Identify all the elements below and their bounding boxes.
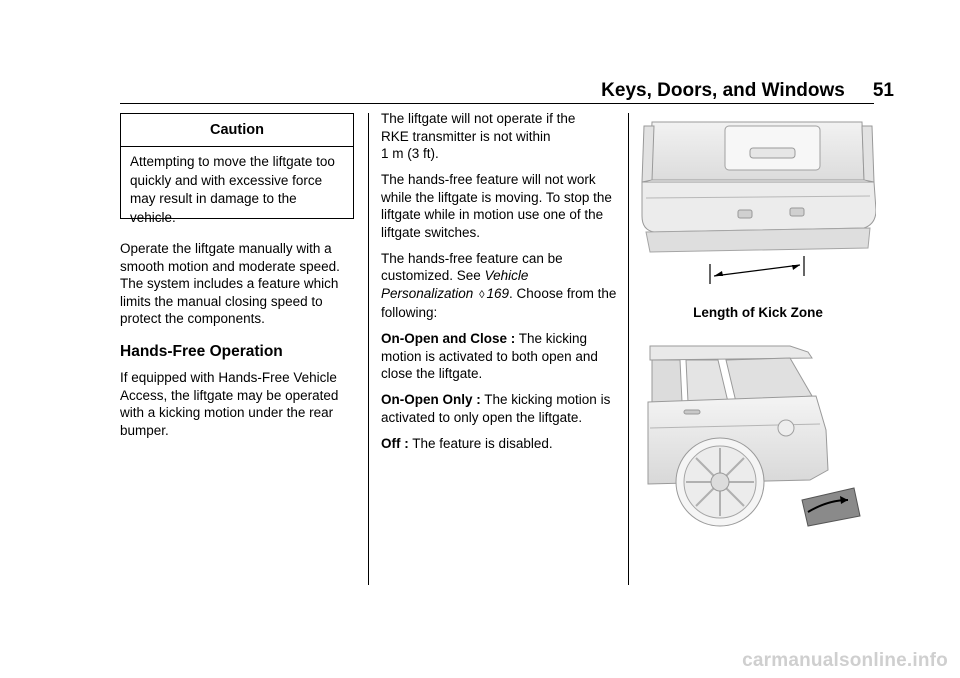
column-divider-2 <box>628 113 629 585</box>
page-header <box>601 80 894 102</box>
paragraph-liftgate-moving: The hands-free feature will not work while the liftgate is moving. To stop the liftgate while in motion use one of the liftgate switches. <box>381 172 612 240</box>
rear-bumper-illustration <box>640 120 876 290</box>
vehicle-side-kick-illustration <box>640 340 876 530</box>
column-divider-1 <box>368 113 369 585</box>
subheading-hands-free: Hands-Free Operation <box>120 343 283 360</box>
option-open-and-close: On-Open and Close : The kicking motion is activated to both open and close the liftgate. <box>381 331 598 381</box>
paragraph-customize: The hands-free feature can be customized. See Vehicle Personalization ◊ 169. Choose from the following: <box>381 250 617 320</box>
column1-hands-free <box>120 369 358 448</box>
figure-caption-kick-zone: Length of Kick Zone <box>693 305 823 320</box>
caution-box <box>120 113 354 225</box>
page-ref-number[interactable]: 169 <box>486 285 510 301</box>
page-number: 51 <box>872 80 894 101</box>
paragraph-hands-free: If equipped with Hands-Free Vehicle Access, the liftgate may be operated with a kicking motion under the rear bumper. <box>120 370 339 438</box>
caution-title: Caution <box>121 114 353 147</box>
paragraph-manual-operation: Operate the liftgate manually with a smooth motion and moderate speed. The system includes a feature which limits the manual closing speed to protect the components. <box>120 241 340 326</box>
header-rule <box>120 103 874 104</box>
column2-text <box>381 110 619 461</box>
caution-text: Attempting to move the liftgate too quickly and with excessive force may result in damage to the vehicle. <box>130 154 335 225</box>
section-title: Keys, Doors, and Windows <box>601 80 845 101</box>
option-off: Off : The feature is disabled. <box>381 435 553 451</box>
option-open-only: On-Open Only : The kicking motion is activated to only open the liftgate. <box>381 392 611 425</box>
column1-intro <box>120 240 358 336</box>
watermark: carmanualsonline.info <box>742 650 948 671</box>
page-ref-icon: ◊ <box>479 288 485 301</box>
vehicle-personalization-link[interactable]: Vehicle Personalization <box>381 268 529 301</box>
paragraph-rke-range: The liftgate will not operate if the RKE transmitter is not within 1 m (3 ft). <box>381 111 576 161</box>
